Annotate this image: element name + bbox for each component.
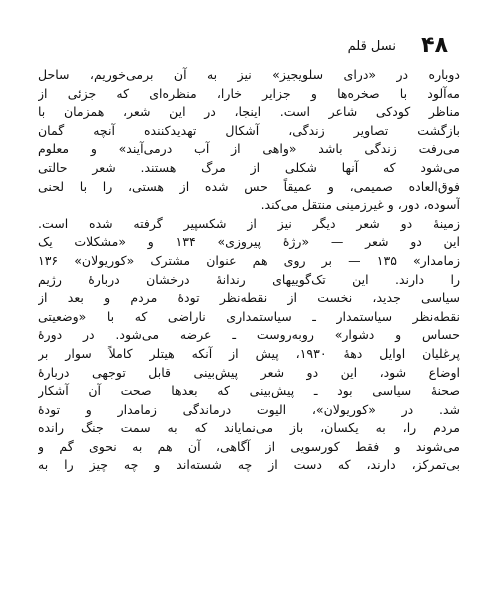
text-line: سیاسی جدید، نخست از نقطه‌نظر تودهٔ مردم و بعد از xyxy=(38,290,460,306)
text-line: اوضاع شود، این دو شعر پیش‌بینی قابل توجهی دربارهٔ xyxy=(38,364,460,380)
text-line: نقطه‌نظر سیاستمدار ـ سیاستمداری ناراضی که با «وضعیتی xyxy=(38,308,460,324)
text-line: می‌رفت زندگی باشد «واهی از آب درمی‌آیند» و معلوم xyxy=(38,141,460,157)
text-line: را دارند. این تک‌گوییهای رندانهٔ درخشان دربارهٔ رژیم xyxy=(38,271,460,287)
text-line: پرغلیان اوایل دههٔ ۱۹۳۰، پیش از آنکه هیتلر کاملاً سوار بر xyxy=(38,345,460,361)
text-line: حساس و دشوار» روبه‌روست ـ عرضه می‌شود. در دورهٔ xyxy=(38,327,460,343)
text-line: این دو شعر — «رژهٔ پیروزی» ۱۳۴ و «مشکلات یک xyxy=(38,234,460,250)
page-number: ۴۸ xyxy=(421,33,448,58)
text-line: آسوده، دور، و غیرزمینی منتقل می‌کند. xyxy=(260,197,460,213)
text-line: می‌شود که آنها شکلی از مرگ هستند. شعر حالتی xyxy=(38,159,460,175)
text-line: زمینهٔ دو شعر دیگر نیز از شکسپیر گرفته شده است. xyxy=(38,215,460,231)
text-line: زمامدار» ۱۳۵ — بر روی هم عنوان مشترک «کوریولان» ۱۳۶ xyxy=(38,252,460,268)
text-line: مردم را، به یکسان، باز می‌نمایاند که به سمت جنگ رانده xyxy=(38,420,460,436)
text-line: بی‌تمرکز، دارند، که دست از چه شسته‌اند و چه چیز را به xyxy=(38,457,460,473)
page-header xyxy=(0,34,500,58)
text-line: شد. در «کوریولان»، الیوت درماندگی زمامدار و تودهٔ xyxy=(38,401,460,417)
text-line: مناظر کودکی شاعر است. اینجا، در این شعر، همزمان با xyxy=(38,104,460,120)
text-line: بازگشت تصاویر زندگی، آشکال تهدیدکننده آنچه گمان xyxy=(38,122,460,138)
text-line: فوق‌العاده صمیمی، و عمیقاً حس شده از هستی، را با لحنی xyxy=(38,178,460,194)
text-line: دوباره در «درای سلویجیز» نیز به آن برمی‌خوریم، ساحل xyxy=(38,67,460,82)
body-text xyxy=(38,66,460,475)
text-line: صحنهٔ سیاسی بود ـ پیش‌بینی که بعدها صحت آن آشکار xyxy=(38,383,460,399)
running-title: نسل قلم xyxy=(347,39,396,54)
text-line: می‌شوند و فقط کورسویی از آگاهی، آن هم به نحوی گم و xyxy=(38,438,460,454)
text-line: مه‌آلود با صخره‌ها و جزایر خارا، منظره‌ای که جزئی از xyxy=(38,85,460,101)
